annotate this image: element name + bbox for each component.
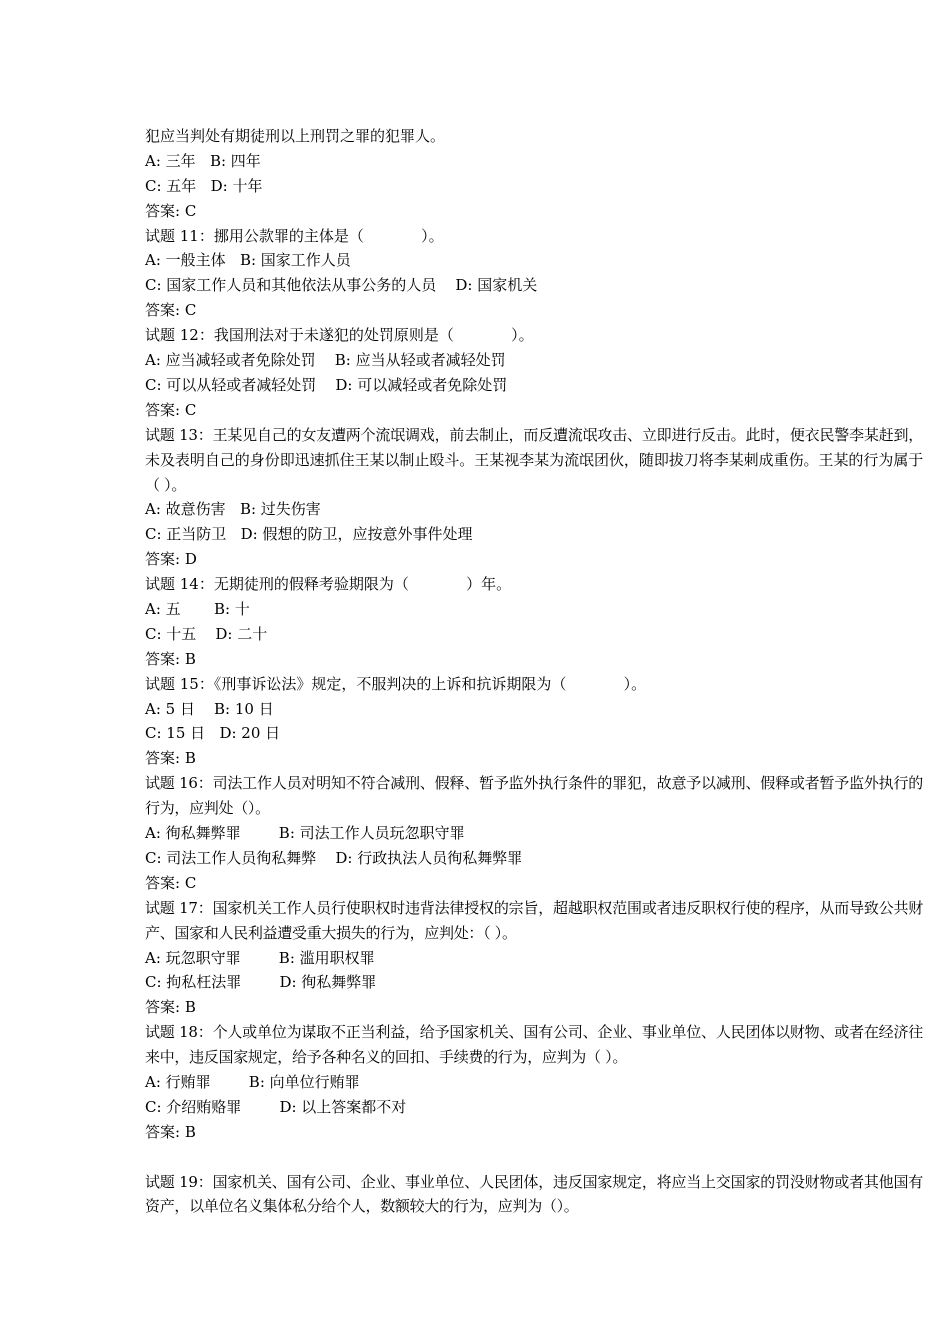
question-11: 试题 11：挪用公款罪的主体是（ ）。 [145,226,444,245]
answer-line: 答案: B [145,749,196,768]
answer-line: 答案: B [145,649,196,668]
question-15: 试题 15：《刑事诉讼法》规定，不服判决的上诉和抗诉期限为（ ）。 [145,674,647,693]
answer-line: 答案: D [145,550,197,569]
question-13: 试题 13：王某见自己的女友遭两个流氓调戏，前去制止，而反遭流氓攻击、立即进行反击。此时，便衣民警李某赶到，未及表明自己的身份即迅速抓住王某以制止殴斗。王某视李某为流氓团伙，随即拔刀将李某刺成重伤。王某的行为属于（ ）。 [145,425,923,494]
text-line: 犯应当判处有期徒刑以上刑罚之罪的犯罪人。 [145,127,446,145]
option-line: C: 正当防卫 D: 假想的防卫，应按意外事件处理 [145,525,473,544]
question-16: 试题 16：司法工作人员对明知不符合减刑、假释、暂予监外执行条件的罪犯，故意予以减刑、假释或者暂予监外执行的行为，应判处（）。 [145,774,923,818]
option-line: A: 玩忽职守罪 B: 滥用职权罪 [145,948,375,967]
question-18: 试题 18：个人或单位为谋取不正当利益，给予国家机关、国有公司、企业、事业单位、人民团体以财物、或者在经济往来中，违反国家规定，给予各种名义的回扣、手续费的行为，应判为（ ）。 [145,1023,923,1067]
option-line: C: 十五 D: 二十 [145,624,268,643]
answer-line: 答案: C [145,400,197,419]
blank-line [145,1145,923,1170]
option-line: C: 国家工作人员和其他依法从事公务的人员 D: 国家机关 [145,276,538,295]
option-line: A: 故意伤害 B: 过失伤害 [145,500,321,519]
answer-line: 答案: C [145,873,197,892]
option-line: A: 徇私舞弊罪 B: 司法工作人员玩忽职守罪 [145,824,465,843]
option-line: A: 应当减轻或者免除处罚 B: 应当从轻或者减轻处罚 [145,351,506,370]
question-14: 试题 14：无期徒刑的假释考验期限为（ ）年。 [145,575,512,594]
answer-line: 答案: C [145,201,197,220]
option-line: C: 拘私枉法罪 D: 徇私舞弊罪 [145,973,377,992]
option-line: C: 司法工作人员徇私舞弊 D: 行政执法人员徇私舞弊罪 [145,848,523,867]
option-line: C: 15 日 D: 20 日 [145,724,281,743]
answer-line: 答案: C [145,301,197,320]
option-line: C: 五年 D: 十年 [145,176,263,195]
option-line: A: 行贿罪 B: 向单位行贿罪 [145,1072,360,1091]
answer-line: 答案: B [145,998,196,1017]
option-line: A: 三年 B: 四年 [145,151,261,170]
option-line: C: 可以从轻或者减轻处罚 D: 可以减轻或者免除处罚 [145,375,508,394]
option-line: C: 介绍贿赂罪 D: 以上答案都不对 [145,1097,407,1116]
answer-line: 答案: B [145,1122,196,1141]
document-page [145,124,923,1219]
option-line: A: 五 B: 十 [145,599,250,618]
question-12: 试题 12：我国刑法对于未遂犯的处罚原则是（ ）。 [145,326,534,345]
question-17: 试题 17：国家机关工作人员行使职权时违背法律授权的宗旨，超越职权范围或者违反职权行使的程序，从而导致公共财产、国家和人民利益遭受重大损失的行为，应判处：（ ）。 [145,898,923,942]
question-19: 试题 19：国家机关、国有公司、企业、事业单位、人民团体，违反国家规定，将应当上交国家的罚没财物或者其他国有资产，以单位名义集体私分给个人，数额较大的行为，应判为（）。 [145,1172,923,1216]
option-line: A: 5 日 B: 10 日 [145,699,274,718]
option-line: A: 一般主体 B: 国家工作人员 [145,251,351,270]
